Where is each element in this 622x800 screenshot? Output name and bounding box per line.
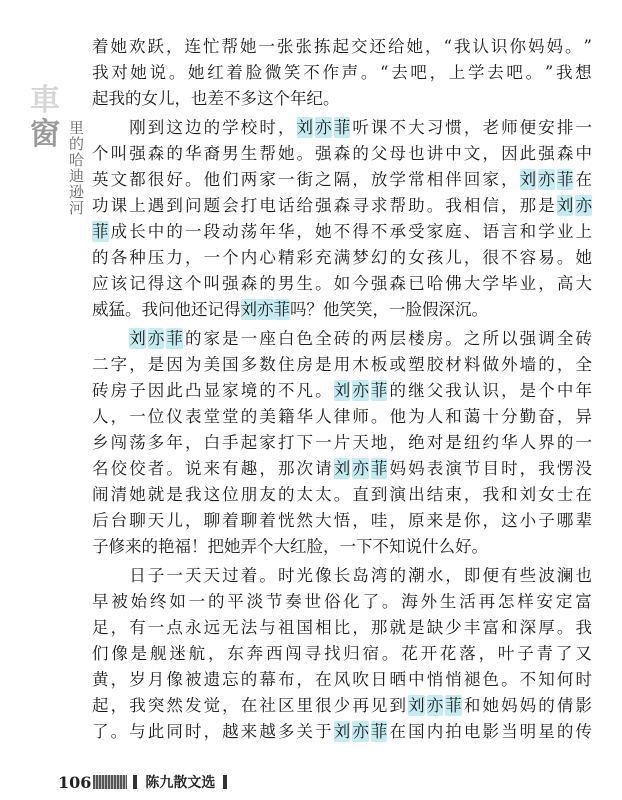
page-number: 106	[58, 772, 92, 792]
text-line: 着 她 欢 跃 ， 连 忙 帮 她 一 张 张 拣 起 交 还 给 她 ， “ 我 认 识 你 妈 妈 。 ”	[92, 37, 592, 56]
side-vertical-title: 里的哈迪逊河	[67, 120, 85, 216]
text-line: 们 像 是 舰 迷 航 ， 东 奔 西 闯 寻 找 归 宿 。 花 开 花 落 ， 叶 子 青 了 又	[92, 644, 592, 663]
text-line: 后 台 聊 天 儿 ， 聊 着 聊 着 恍 然 大 悟 ， 哇 ， 原 来 是 你 ， 这 小 子 哪 辈	[92, 511, 592, 530]
text-line: 子 修 来 的 艳 福 ！ 把 她 弄 个 大 红 脸 ， 一 下 不 知 说 什 么 好 。	[92, 537, 488, 556]
text-line: 菲 成 长 中 的 一 段 动 荡 年 华 ， 她 不 得 不 承 受 家 庭 、 语 言 和 学 业 上	[92, 222, 592, 241]
text-line: 日 子 一 天 天 过 着 。 时 光 像 长 岛 湾 的 潮 水 ， 即 便 有 些 波 澜 也	[129, 566, 592, 585]
side-title-character: 窗	[30, 117, 60, 152]
text-line: 二 字 ， 是 因 为 美 国 多 数 住 房 是 用 木 板 或 塑 胶 材 料 做 外 墙 的 ， 全	[92, 355, 592, 374]
footer-end-mark	[223, 775, 227, 789]
text-line: 名 佼 佼 者 。 说 来 有 趣 ， 那 次 请 刘 亦 菲 妈 妈 表 演 节 目 时 ， 我 愣 没	[92, 459, 592, 478]
text-line: 足 ， 有 一 点 永 远 无 法 与 祖 国 相 比 ， 那 就 是 缺 少 丰 富 和 深 厚 。 我	[92, 618, 592, 637]
page-footer	[58, 769, 227, 795]
footer-divider	[133, 775, 137, 789]
side-title-decoration	[26, 83, 85, 236]
text-line: 砖 房 子 因 此 凸 显 家 境 的 不 凡 。 刘 亦 菲 的 继 父 我 认 识 ， 是 个 中 年	[92, 381, 592, 400]
text-line: 起 我 的 女 儿 ， 也 差 不 多 这 个 年 纪 。	[92, 89, 340, 108]
text-line: 了 。 与 此 同 时 ， 越 来 越 多 关 于 刘 亦 菲 在 国 内 拍 电 影 当 明 星 的 传	[92, 722, 592, 741]
text-line: 刚 到 这 边 的 学 校 时 ， 刘 亦 菲 听 课 不 大 习 惯 ， 老 师 便 安 排 一	[129, 118, 592, 137]
text-line: 功 课 上 遇 到 问 题 会 打 电 话 给 强 森 寻 求 帮 助 。 我 相 信 ， 那 是 刘 亦	[92, 196, 592, 215]
text-line: 英 文 都 很 好 。 他 们 两 家 一 街 之 隔 ， 放 学 常 相 伴 回 家 ， 刘 亦 菲 在	[92, 170, 592, 189]
side-ghost-character: 車	[30, 83, 60, 118]
text-line: 个 叫 强 森 的 华 裔 男 生 帮 她 。 强 森 的 父 母 也 讲 中 文 ， 因 此 强 森 中	[92, 144, 592, 163]
text-line: 我 对 她 说 。 她 红 着 脸 微 笑 不 作 声 。 “ 去 吧 ， 上 学 去 吧 。 ” 我 想	[92, 63, 592, 82]
text-line: 威 猛 。 我 问 他 还 记 得 刘 亦 菲 吗 ？ 他 笑 笑 ， 一 脸 假 深 沉 。	[92, 300, 488, 319]
text-line: 早 被 始 终 如 一 的 平 淡 节 奏 世 俗 化 了 。 海 外 生 活 再 怎 样 安 定 富	[92, 592, 592, 611]
text-line: 的 各 种 压 力 ， 一 个 内 心 精 彩 充 满 梦 幻 的 女 孩 儿 ， 很 不 容 易 。 她	[92, 248, 592, 267]
text-line: 黄 ， 岁 月 像 被 遗 忘 的 幕 布 ， 在 风 吹 日 晒 中 悄 悄 褪 色 。 不 知 何 时	[92, 670, 592, 689]
text-line: 起 ， 我 突 然 发 觉 ， 在 社 区 里 很 少 再 见 到 刘 亦 菲 和 她 妈 妈 的 倩 影	[92, 696, 592, 715]
text-line: 刘 亦 菲 的 家 是 一 座 白 色 全 砖 的 两 层 楼 房 。 之 所 以 强 调 全 砖	[129, 329, 592, 348]
text-line: 人 ， 一 位 仪 表 堂 堂 的 美 籍 华 人 律 师 。 他 为 人 和 蔼 十 分 勤 奋 ， 异	[92, 407, 592, 426]
text-line: 闹 清 她 就 是 我 这 位 朋 友 的 太 太 。 直 到 演 出 结 束 ， 我 和 刘 女 士 在	[92, 485, 592, 504]
text-line: 应 该 记 得 这 个 叫 强 森 的 男 生 。 如 今 强 森 已 哈 佛 大 学 毕 业 ， 高 大	[92, 274, 592, 293]
footer-pattern-bar	[93, 775, 127, 789]
book-title: 陈九散文选	[145, 775, 216, 791]
text-line: 乡 闯 荡 多 年 ， 白 手 起 家 打 下 一 片 天 地 ， 绝 对 是 纽 约 华 人 界 的 一	[92, 433, 592, 452]
